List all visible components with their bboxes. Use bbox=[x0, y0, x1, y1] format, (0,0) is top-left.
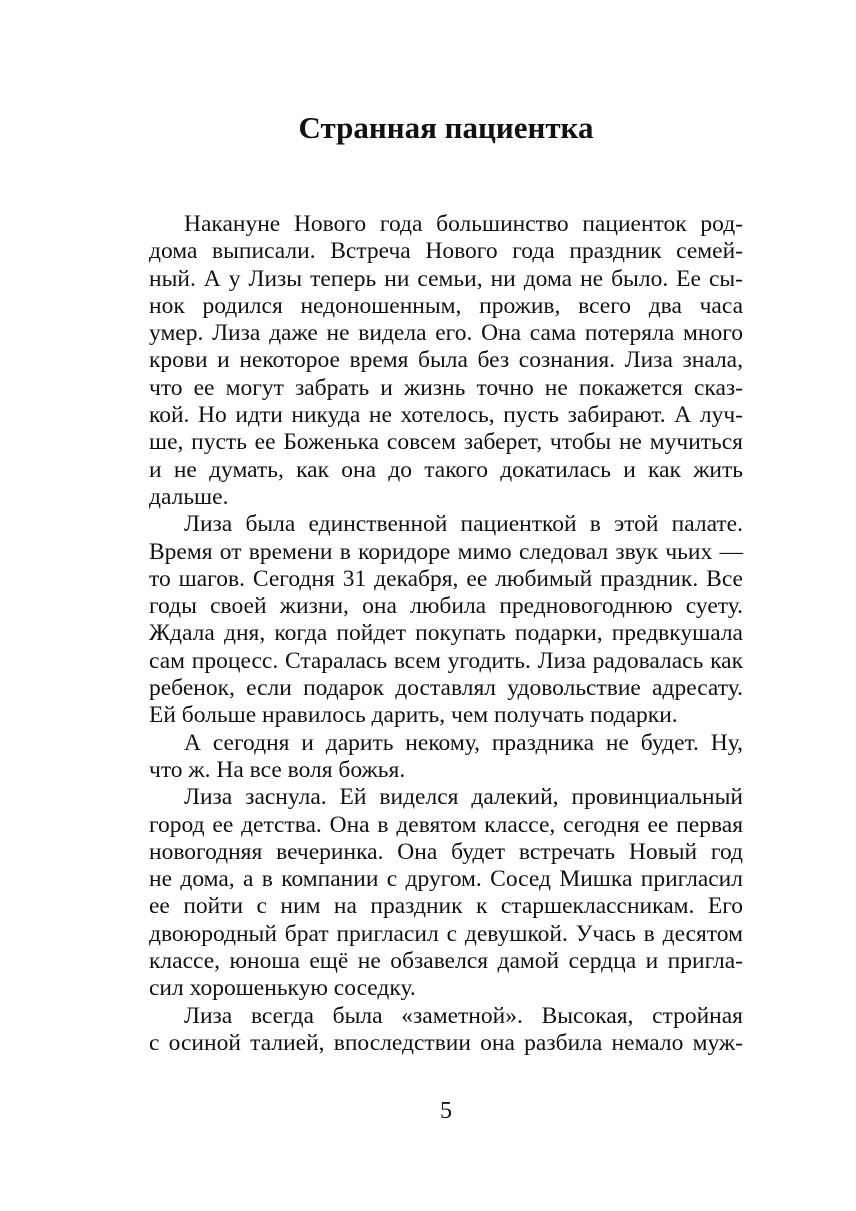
text-line: сил хорошенькую соседку. bbox=[149, 975, 416, 1002]
text-line: крови и некоторое время была без сознания. Лиза знала, bbox=[149, 347, 743, 374]
text-line: новогодняя вечеринка. Она будет встречать Новый год bbox=[149, 838, 743, 865]
text-line: с осиной талией, впоследствии она разбила немало муж- bbox=[149, 1029, 743, 1056]
text-line: Накануне Нового года большинство пациенток род- bbox=[184, 211, 743, 237]
text-line: дальше. bbox=[149, 483, 229, 510]
text-line: ше, пусть ее Боженька совсем заберет, чтобы не мучиться bbox=[149, 429, 743, 456]
text-line: ребенок, если подарок доставлял удовольствие адресату. bbox=[149, 675, 743, 702]
text-line: нок родился недоношенным, прожив, всего два часа bbox=[149, 292, 743, 319]
text-line: Время от времени в коридоре мимо следовал звук чьих — bbox=[149, 538, 743, 565]
text-line: сам процесс. Старалась всем угодить. Лиза радовалась как bbox=[149, 647, 743, 674]
text-line: Ждала дня, когда пойдет покупать подарки, предвкушала bbox=[149, 620, 743, 647]
text-line: город ее детства. Она в девятом классе, сегодня ее первая bbox=[149, 811, 743, 838]
text-line: Ей больше нравилось дарить, чем получать подарки. bbox=[149, 702, 678, 729]
page-number: 5 bbox=[440, 1098, 452, 1124]
text-line: Лиза была единственной пациенткой в этой палате. bbox=[184, 511, 743, 538]
text-line: и не думать, как она до такого докатилась и как жить bbox=[149, 456, 743, 483]
text-line: то шагов. Сегодня 31 декабря, ее любимый праздник. Все bbox=[149, 565, 743, 592]
text-line: А сегодня и дарить некому, праздника не будет. Ну, bbox=[184, 729, 743, 756]
text-line: Лиза всегда была «заметной». Высокая, стройная bbox=[184, 1002, 743, 1029]
text-line: ный. А у Лизы теперь ни семьи, ни дома не было. Ее сы- bbox=[149, 265, 743, 292]
text-line: умер. Лиза даже не видела его. Она сама потеряла много bbox=[149, 320, 743, 347]
text-line: что ж. На все воля божья. bbox=[149, 756, 406, 783]
text-line: Лиза заснула. Ей виделся далекий, провинциальный bbox=[184, 784, 743, 811]
body-text bbox=[149, 211, 743, 1057]
text-line: не дома, а в компании с другом. Сосед Мишка пригласил bbox=[149, 866, 743, 893]
text-line: кой. Но идти никуда не хотелось, пусть забирают. А луч- bbox=[149, 402, 743, 429]
text-line: двоюродный брат пригласил с девушкой. Учась в десятом bbox=[149, 920, 743, 947]
text-line: что ее могут забрать и жизнь точно не покажется сказ- bbox=[149, 374, 743, 401]
text-line: дома выписали. Встреча Нового года праздник семей- bbox=[149, 238, 743, 265]
text-line: ее пойти с ним на праздник к старшеклассникам. Его bbox=[149, 893, 743, 920]
text-line: классе, юноша ещё не обзавелся дамой сердца и пригла- bbox=[149, 948, 743, 975]
chapter-title: Странная пациентка bbox=[298, 110, 594, 145]
text-line: годы своей жизни, она любила предновогоднюю суету. bbox=[149, 593, 743, 620]
